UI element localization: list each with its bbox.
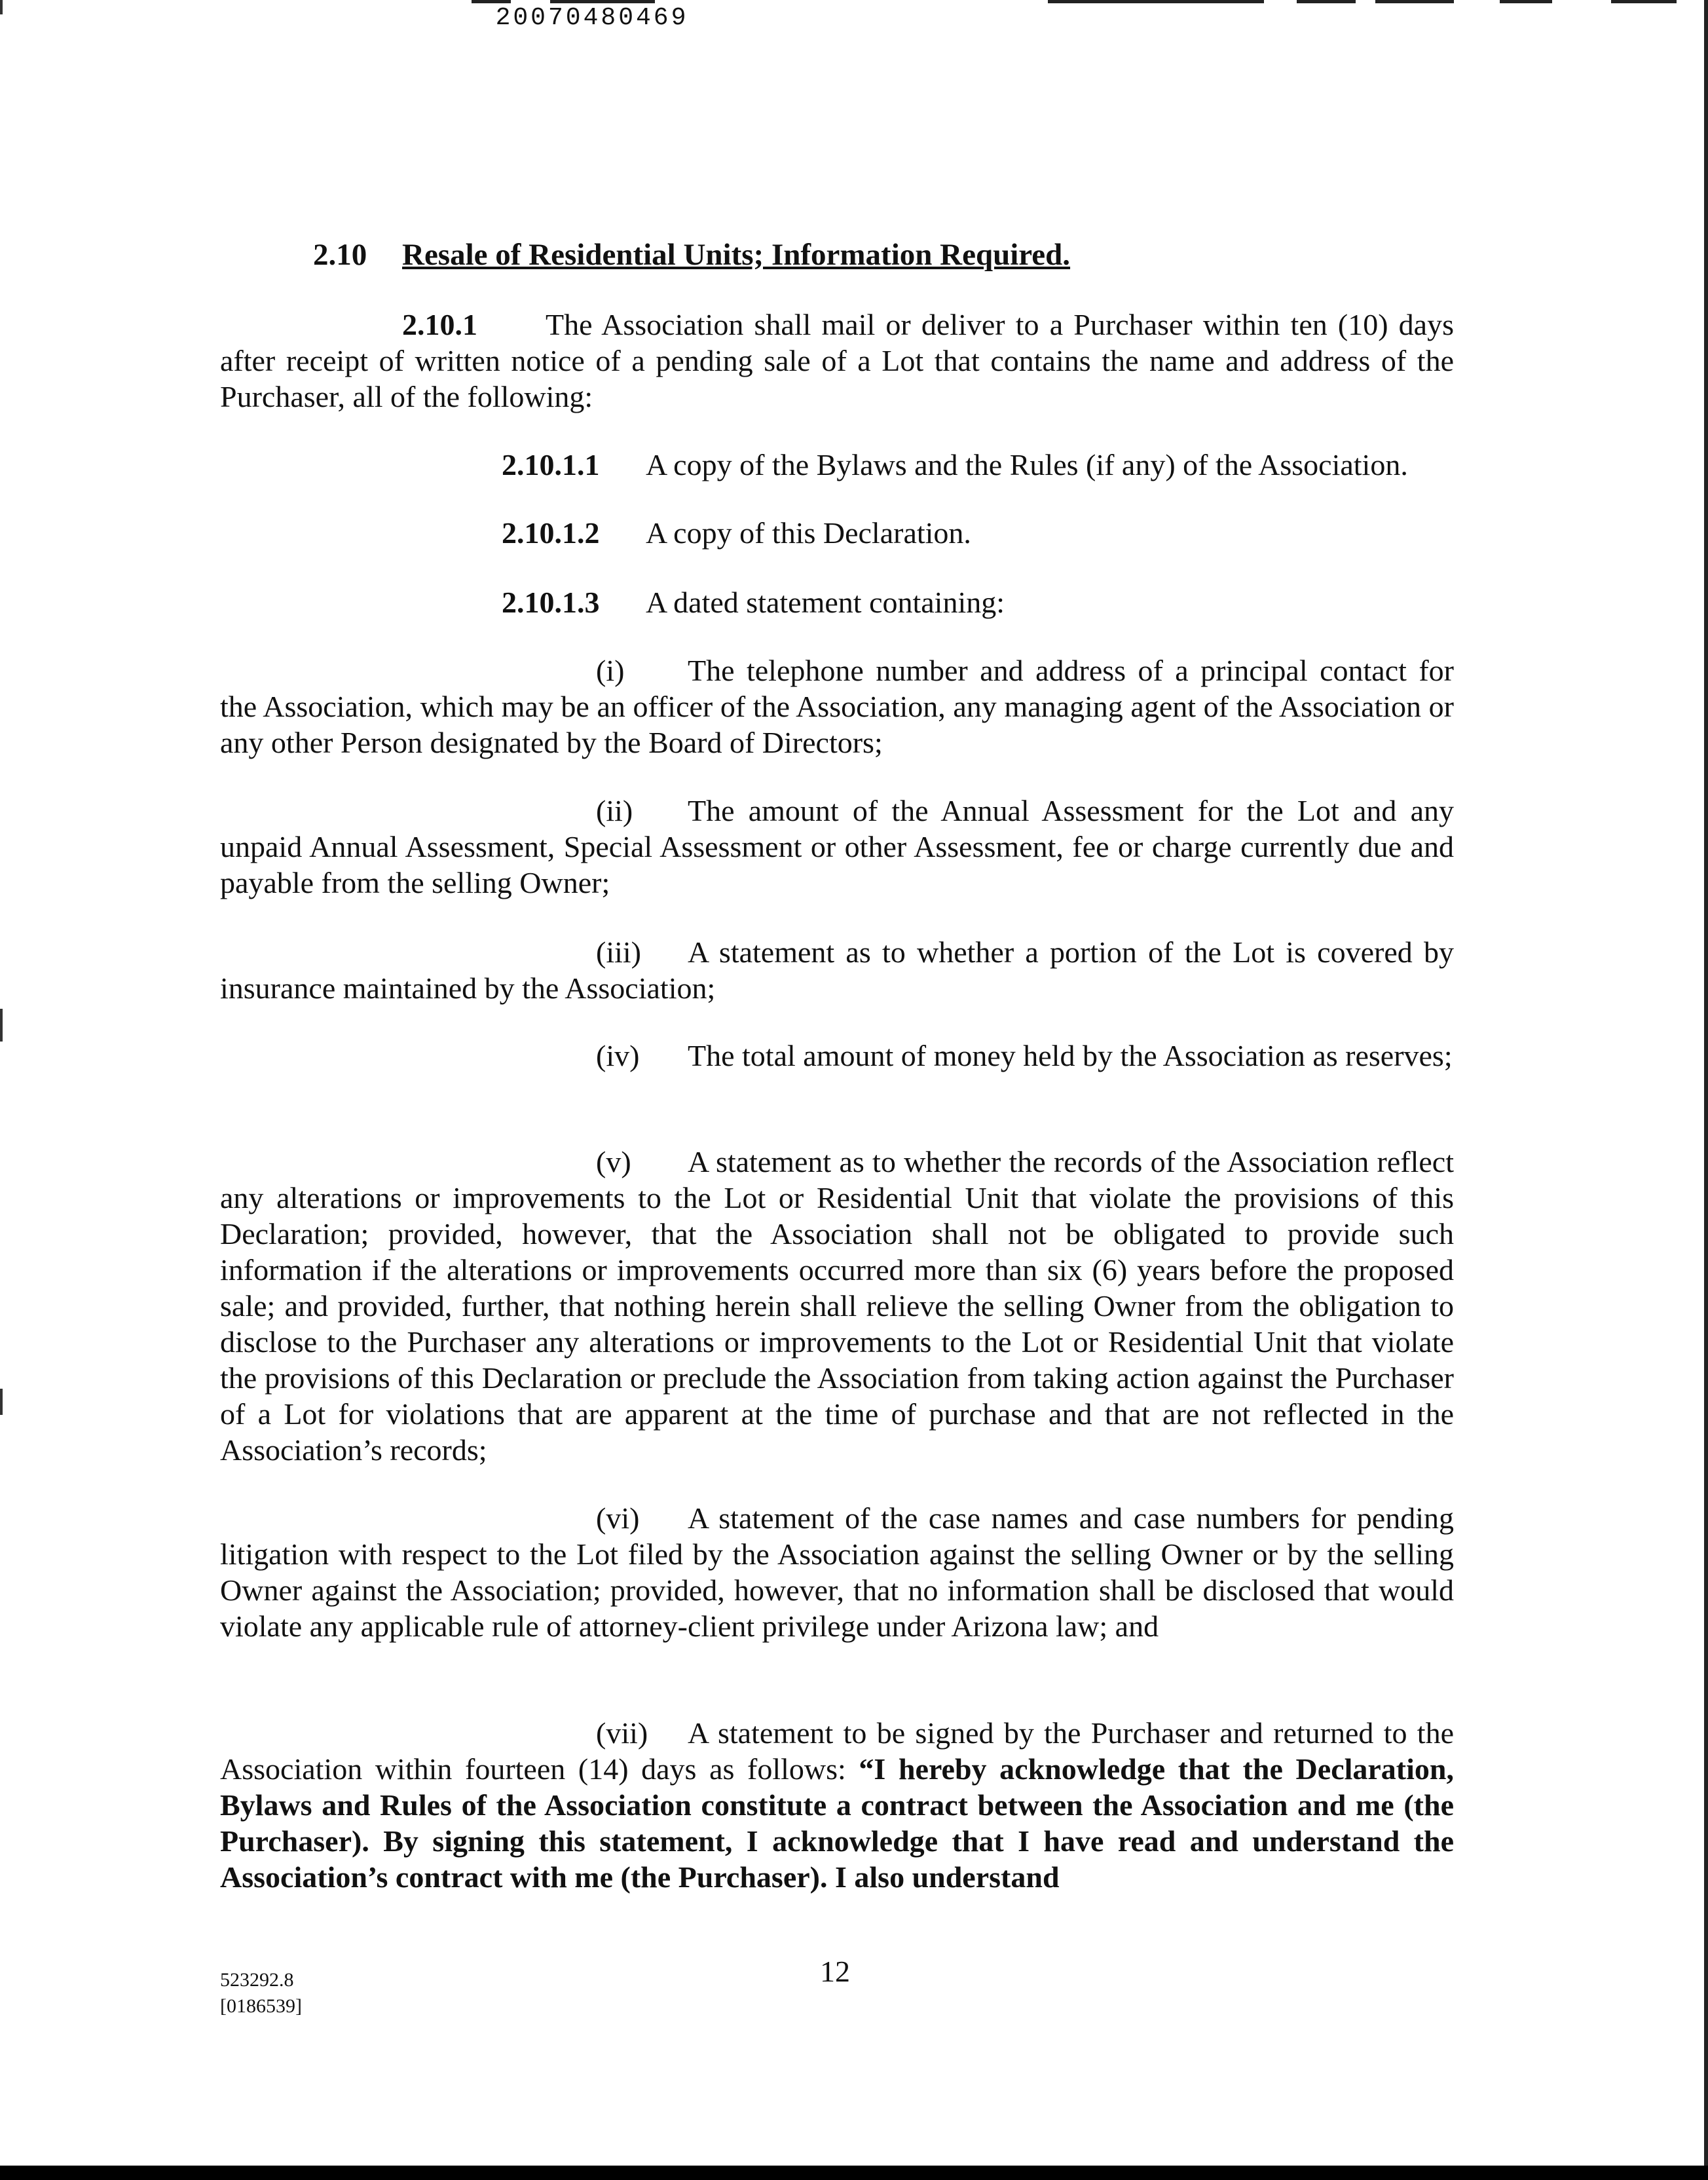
paragraph-number: 2.10.1.1 [502, 448, 600, 481]
paragraph-number: 2.10.1.3 [502, 586, 600, 619]
recording-number: 20070480469 [495, 4, 689, 32]
item-text: A statement to be signed by the Purchaser and returned to the Association within fourteen (14) days as follows: [220, 1716, 1454, 1786]
scan-artifact [1375, 0, 1454, 3]
item-iii [220, 934, 1454, 1006]
footer-doc-number: 523292.8 [220, 1969, 294, 1991]
item-text: The total amount of money held by the Association as reserves; [688, 1039, 1453, 1072]
page-number: 12 [820, 1955, 850, 1988]
scan-artifact [0, 2166, 1708, 2180]
scan-artifact [0, 1389, 3, 1415]
paragraph-text: A copy of the Bylaws and the Rules (if any) of the Association. [646, 448, 1408, 481]
paragraph-text: A copy of this Declaration. [646, 516, 971, 550]
paragraph-2-10-1 [220, 307, 1454, 415]
scan-artifact [1500, 0, 1552, 3]
section-number: 2.10 [313, 238, 367, 272]
item-i [220, 652, 1454, 761]
scan-artifact [1704, 0, 1708, 2166]
item-number: (vi) [596, 1501, 640, 1535]
item-text: A statement as to whether a portion of the Lot is covered by insurance maintained by the Association; [220, 935, 1454, 1005]
item-text: The telephone number and address of a principal contact for the Association, which may be an officer of the Association, any managing agent of the Association or any other Person designated by the Board of Directors; [220, 654, 1454, 759]
item-number: (iii) [596, 935, 641, 969]
paragraph-text: The Association shall mail or deliver to a Purchaser within ten (10) days after receipt of written notice of a pending sale of a Lot that contains the name and address of the Purchaser, all of the following: [220, 308, 1454, 413]
section-heading [313, 237, 1070, 272]
section-title: Resale of Residential Units; Information Required. [402, 238, 1071, 272]
item-v [220, 1144, 1454, 1468]
paragraph-number: 2.10.1.2 [502, 516, 600, 550]
scan-artifact [472, 0, 511, 3]
scan-artifact [1048, 0, 1264, 3]
item-number: (v) [596, 1145, 631, 1178]
item-iv [220, 1038, 1454, 1074]
footer-doc-id [220, 1967, 302, 2020]
paragraph-2-10-1-3 [502, 584, 1005, 620]
item-ii [220, 793, 1454, 901]
paragraph-number: 2.10.1 [402, 308, 477, 341]
footer-reference: [0186539] [220, 1995, 302, 2017]
acknowledgement-statement: “I hereby acknowledge that the Declaration, Bylaws and Rules of the Association constitute a contract between the Association and me (the Purchaser). By signing this statement, I acknowledge that I have read and understand the Association’s contract with me (the Purchaser). I also understand [220, 1752, 1454, 1894]
item-text: A statement of the case names and case numbers for pending litigation with respect to the Lot filed by the Association against the selling Owner or by the selling Owner against the Association; provided, however, that no information shall be disclosed that would violate any applicable rule of attorney-client privilege under Arizona law; and [220, 1501, 1454, 1643]
paragraph-text: A dated statement containing: [646, 586, 1005, 619]
item-number: (ii) [596, 794, 633, 827]
scan-artifact [550, 0, 655, 3]
item-text: The amount of the Annual Assessment for the Lot and any unpaid Annual Assessment, Special Assessment or other Assessment, fee or charge currently due and payable from the selling Owner; [220, 794, 1454, 899]
scan-artifact [1611, 0, 1677, 3]
paragraph-2-10-1-2 [502, 515, 971, 551]
scan-artifact [0, 1009, 3, 1042]
item-vii [220, 1715, 1454, 1895]
item-number: (vii) [596, 1716, 648, 1750]
paragraph-2-10-1-1 [502, 447, 1408, 483]
item-number: (i) [596, 654, 625, 687]
item-number: (iv) [596, 1039, 640, 1072]
item-vi [220, 1500, 1454, 1644]
item-text: A statement as to whether the records of the Association reflect any alterations or improvements to the Lot or Residential Unit that violate the provisions of this Declaration; provided, however, that the Association shall not be obligated to provide such information if the alterations or improvements occurred more than six (6) years before the proposed sale; and provided, further, that nothing herein shall relieve the selling Owner from the obligation to disclose to the Purchaser any alterations or improvements to the Lot or Residential Unit that violate the provisions of this Declaration or preclude the Association from taking action against the Purchaser of a Lot for violations that are apparent at the time of purchase and that are not reflected in the Association’s records; [220, 1145, 1454, 1467]
scan-artifact [1297, 0, 1356, 3]
